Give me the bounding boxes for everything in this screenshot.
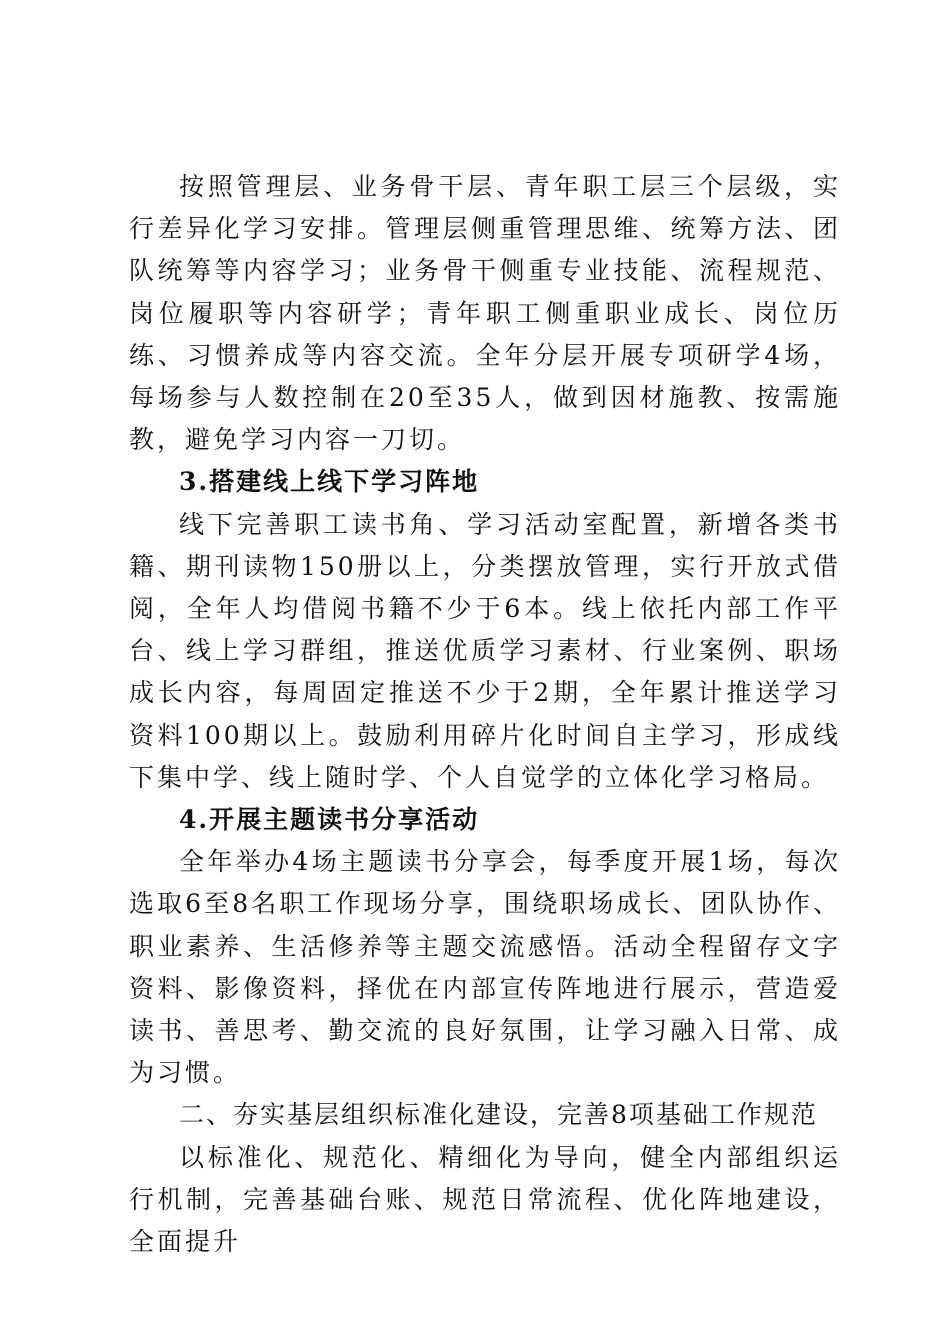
heading-reading-sharing: 4.开展主题读书分享活动	[179, 805, 480, 835]
section-title-standardization: 二、夯实基层组织标准化建设，完善8项基础工作规范	[179, 1100, 818, 1130]
document-body	[129, 166, 841, 1263]
paragraph-tiered-learning: 按照管理层、业务骨干层、青年职工层三个层级，实行差异化学习安排。管理层侧重管理思维、统筹方法、团队统筹等内容学习；业务骨干侧重专业技能、流程规范、岗位履职等内容研学；青年职工侧重职业成长、岗位历练、习惯养成等内容交流。全年分层开展专项研学4场，每场参与人数控制在20至35人，做到因材施教、按需施教，避免学习内容一刀切。	[129, 172, 841, 455]
heading-online-offline-learning: 3.搭建线上线下学习阵地	[179, 467, 480, 497]
paragraph-online-offline-learning: 线下完善职工读书角、学习活动室配置，新增各类书籍、期刊读物150册以上，分类摆放管理，实行开放式借阅，全年人均借阅书籍不少于6本。线上依托内部工作平台、线上学习群组，推送优质学习素材、行业案例、职场成长内容，每周固定推送不少于2期，全年累计推送学习资料100期以上。鼓励利用碎片化时间自主学习，形成线下集中学、线上随时学、个人自觉学的立体化学习格局。	[129, 509, 841, 792]
paragraph-reading-sharing: 全年举办4场主题读书分享会，每季度开展1场，每次选取6至8名职工作现场分享，围绕职场成长、团队协作、职业素养、生活修养等主题交流感悟。活动全程留存文字资料、影像资料，择优在内部宣传阵地进行展示，营造爱读书、善思考、勤交流的良好氛围，让学习融入日常、成为习惯。	[129, 847, 841, 1088]
paragraph-standardization: 以标准化、规范化、精细化为导向，健全内部组织运行机制，完善基础台账、规范日常流程、优化阵地建设，全面提升	[129, 1142, 841, 1257]
